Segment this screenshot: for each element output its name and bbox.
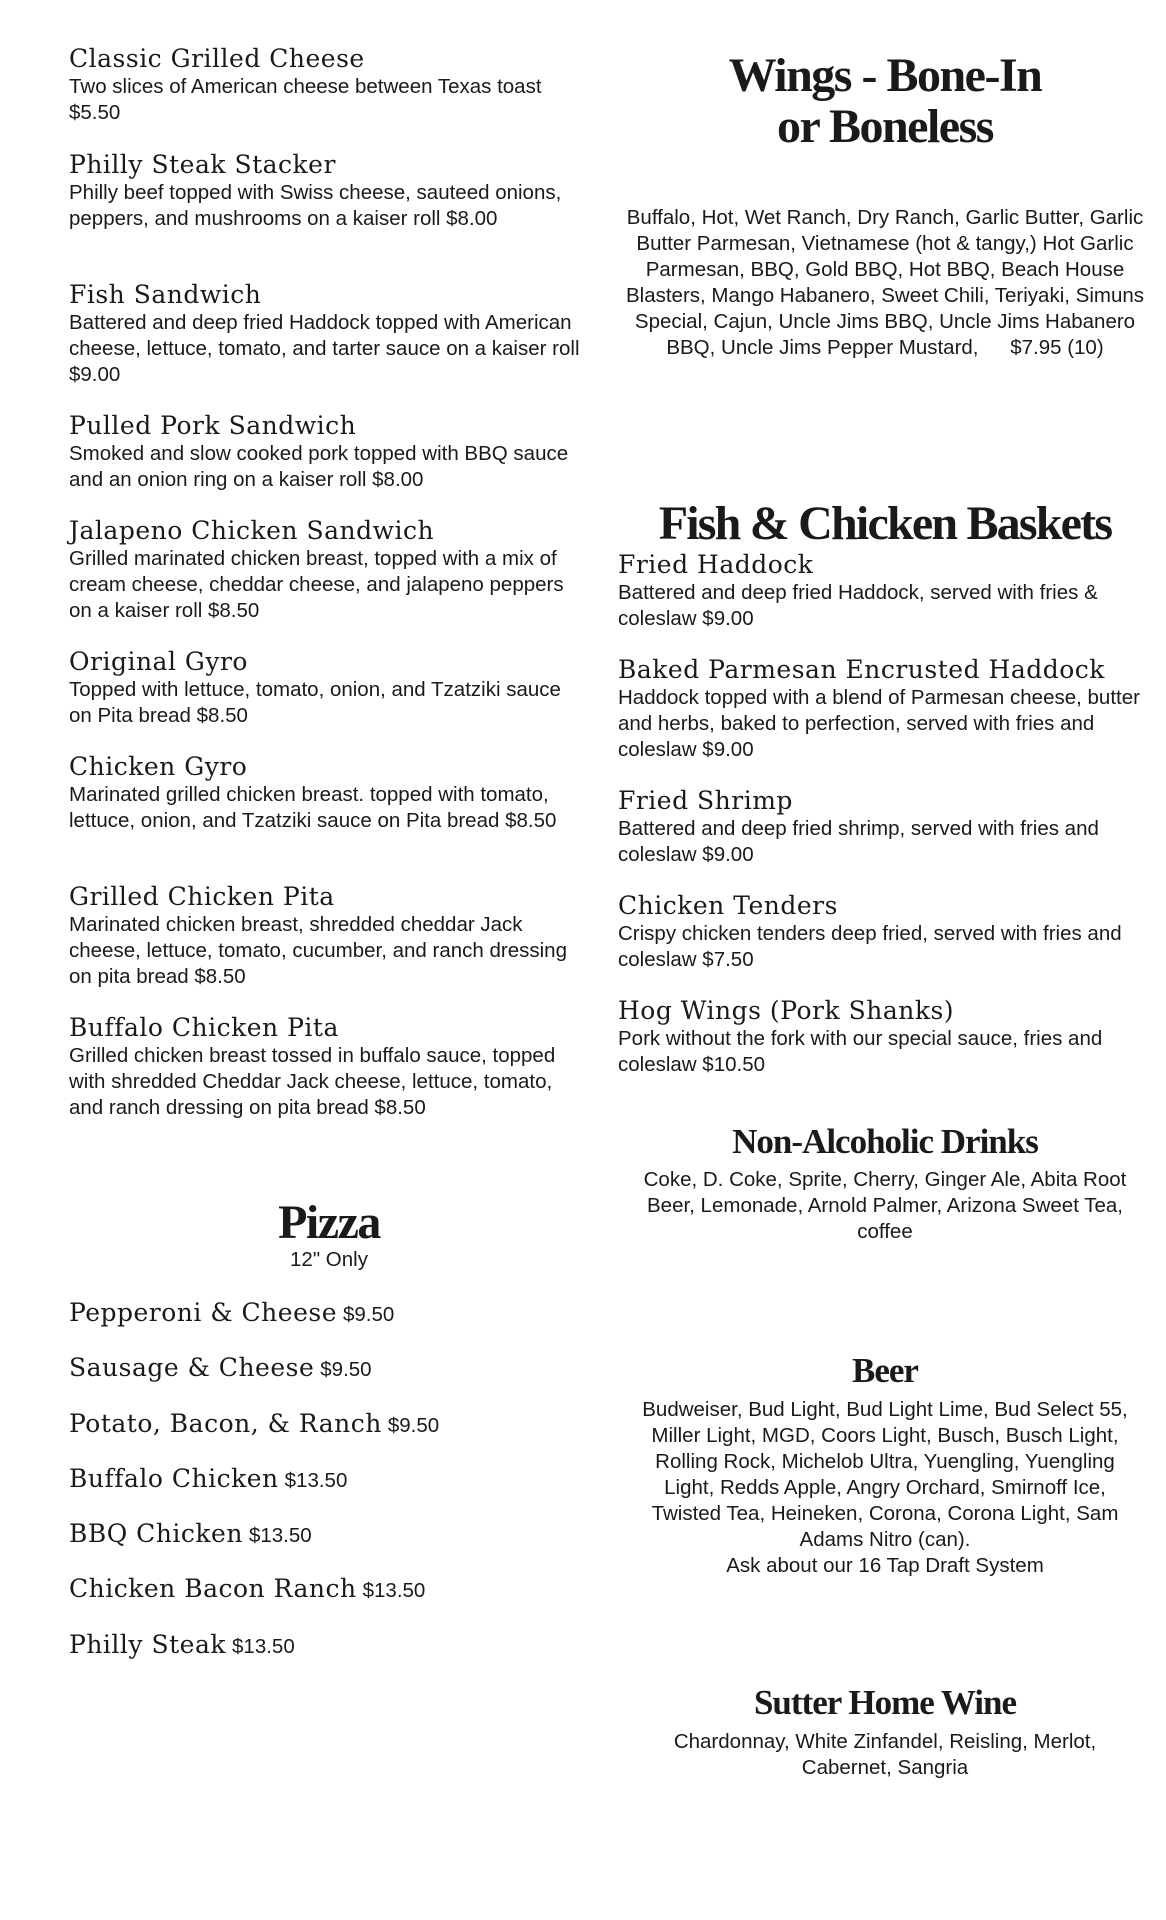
wings-flavor-list: Buffalo, Hot, Wet Ranch, Dry Ranch, Garlic Butter, Garlic Butter Parmesan, Vietnamese (hot & tangy,) Hot Garlic Parmesan, BBQ, Gold BBQ, Hot BBQ, Beach House Blasters, Mango Habanero, Sweet Chili, Teriyaki, Simuns Special, Cajun, Uncle Jims BBQ, Uncle Jims Habanero BBQ, Uncle Jims Pepper Mustard, xyxy=(625,206,1145,359)
item-description: Two slices of American cheese between Texas toast $5.50 xyxy=(69,75,542,124)
item-name: Grilled Chicken Pita xyxy=(69,882,335,911)
item-description: Philly beef topped with Swiss cheese, sauteed onions, peppers, and mushrooms on a kaiser roll $8.00 xyxy=(69,181,562,230)
basket-item xyxy=(618,550,1152,632)
item-description: Haddock topped with a blend of Parmesan cheese, butter and herbs, baked to perfection, served with fries and coleslaw $9.00 xyxy=(618,686,1140,761)
pizza-name: Sausage & Cheese xyxy=(69,1353,315,1382)
wings-title-line2: or Boneless xyxy=(777,100,993,153)
pizza-price: $9.50 xyxy=(320,1358,372,1381)
pizza-name: Chicken Bacon Ranch xyxy=(69,1574,357,1603)
menu-item xyxy=(69,44,589,126)
wings-flavors xyxy=(618,205,1152,361)
menu-item xyxy=(69,411,589,493)
baskets-title: Fish & Chicken Baskets xyxy=(658,497,1112,550)
basket-item xyxy=(618,786,1152,868)
beer-title: Beer xyxy=(852,1351,918,1390)
pizza-price: $13.50 xyxy=(362,1579,426,1602)
basket-item xyxy=(618,891,1152,973)
item-name: Philly Steak Stacker xyxy=(69,150,336,179)
item-name: Jalapeno Chicken Sandwich xyxy=(69,516,435,545)
pizza-item xyxy=(69,1519,312,1548)
drinks-list: Coke, D. Coke, Sprite, Cherry, Ginger Ale, Abita Root Beer, Lemonade, Arnold Palmer, Arizona Sweet Tea, coffee xyxy=(643,1168,1127,1243)
pizza-item xyxy=(69,1574,425,1603)
pizza-item xyxy=(69,1353,372,1382)
wings-title xyxy=(618,50,1152,152)
beer-note: Ask about our 16 Tap Draft System xyxy=(726,1554,1044,1577)
drinks-title: Non-Alcoholic Drinks xyxy=(732,1122,1038,1161)
item-name: Classic Grilled Cheese xyxy=(69,44,365,73)
menu-item xyxy=(69,1013,589,1121)
menu-item xyxy=(69,280,589,388)
item-description: Marinated grilled chicken breast. topped with tomato, lettuce, onion, and Tzatziki sauce on Pita bread $8.50 xyxy=(69,783,557,832)
pizza-title: Pizza xyxy=(278,1196,380,1249)
pizza-item xyxy=(69,1464,347,1493)
menu-item xyxy=(69,150,589,232)
item-description: Crispy chicken tenders deep fried, served with fries and coleslaw $7.50 xyxy=(618,922,1122,971)
item-description: Marinated chicken breast, shredded cheddar Jack cheese, lettuce, tomato, cucumber, and ranch dressing on pita bread $8.50 xyxy=(69,913,567,988)
beer-text: Budweiser, Bud Light, Bud Light Lime, Bud Select 55, Miller Light, MGD, Coors Light, Busch, Busch Light, Rolling Rock, Michelob Ultra, Yuengling, Yuengling Light, Redds Apple, Angry Orchard, Smirnoff Ice, Twisted Tea, Heineken, Corona, Corona Light, Sam Adams Nitro (can). xyxy=(642,1398,1128,1551)
item-name: Chicken Gyro xyxy=(69,752,248,781)
pizza-subtitle: 12" Only xyxy=(290,1248,368,1271)
pizza-price: $9.50 xyxy=(342,1303,395,1326)
item-description: Grilled chicken breast tossed in buffalo sauce, topped with shredded Cheddar Jack cheese, lettuce, tomato, and ranch dressing on pita bread $8.50 xyxy=(69,1044,556,1119)
item-description: Grilled marinated chicken breast, topped with a mix of cream cheese, cheddar cheese, and jalapeno peppers on a kaiser roll $8.50 xyxy=(69,547,564,622)
item-name: Fish Sandwich xyxy=(69,280,262,309)
item-name: Original Gyro xyxy=(69,647,248,676)
item-description: Topped with lettuce, tomato, onion, and Tzatziki sauce on Pita bread $8.50 xyxy=(69,678,561,727)
wings-title-line1: Wings - Bone-In xyxy=(728,49,1042,102)
pizza-item xyxy=(69,1409,439,1438)
pizza-price: $9.50 xyxy=(387,1414,440,1437)
pizza-price: $13.50 xyxy=(248,1524,312,1547)
pizza-name: Philly Steak xyxy=(69,1630,227,1659)
pizza-name: Pepperoni & Cheese xyxy=(69,1298,337,1327)
pizza-price: $13.50 xyxy=(284,1469,348,1492)
item-name: Chicken Tenders xyxy=(618,891,838,920)
item-name: Fried Haddock xyxy=(618,550,814,579)
pizza-name: BBQ Chicken xyxy=(69,1519,243,1548)
wine-title: Sutter Home Wine xyxy=(753,1683,1017,1722)
item-name: Hog Wings (Pork Shanks) xyxy=(618,996,955,1025)
item-description: Smoked and slow cooked pork topped with BBQ sauce and an onion ring on a kaiser roll $8.00 xyxy=(69,442,569,491)
menu-item xyxy=(69,752,589,834)
pizza-price: $13.50 xyxy=(232,1635,295,1658)
wine-list: Chardonnay, White Zinfandel, Reisling, Merlot, Cabernet, Sangria xyxy=(673,1730,1097,1779)
item-name: Buffalo Chicken Pita xyxy=(69,1013,339,1042)
pizza-item xyxy=(69,1298,394,1327)
wings-price: $7.95 (10) xyxy=(1010,336,1104,359)
menu-item xyxy=(69,516,589,624)
basket-item xyxy=(618,655,1152,763)
item-description: Battered and deep fried Haddock topped with American cheese, lettuce, tomato, and tarter sauce on a kaiser roll $9.00 xyxy=(69,311,580,386)
basket-item xyxy=(618,996,1152,1078)
menu-item xyxy=(69,647,589,729)
item-description: Battered and deep fried shrimp, served with fries and coleslaw $9.00 xyxy=(618,817,1099,866)
item-name: Fried Shrimp xyxy=(618,786,793,815)
item-name: Baked Parmesan Encrusted Haddock xyxy=(618,655,1105,684)
item-name: Pulled Pork Sandwich xyxy=(69,411,357,440)
pizza-name: Potato, Bacon, & Ranch xyxy=(69,1409,382,1438)
beer-list xyxy=(618,1397,1152,1579)
pizza-item xyxy=(69,1630,295,1659)
menu-item xyxy=(69,882,589,990)
item-description: Battered and deep fried Haddock, served with fries & coleslaw $9.00 xyxy=(618,581,1098,630)
pizza-name: Buffalo Chicken xyxy=(69,1464,279,1493)
item-description: Pork without the fork with our special sauce, fries and coleslaw $10.50 xyxy=(618,1027,1103,1076)
